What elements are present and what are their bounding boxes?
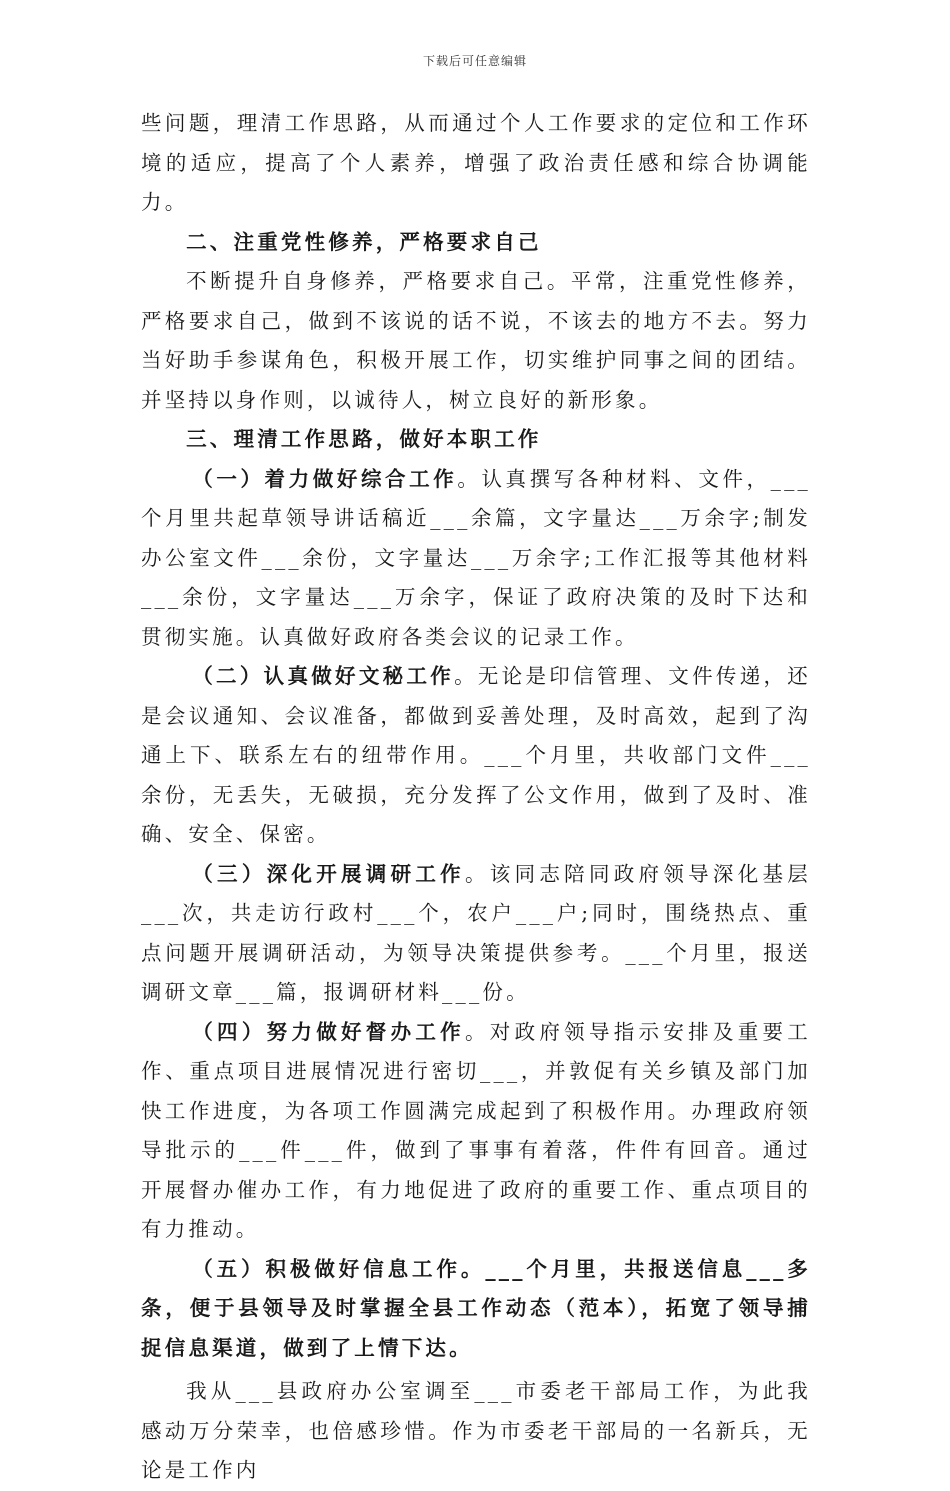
section-heading-3: 三、理清工作思路，做好本职工作 (186, 427, 542, 451)
subsection-body: 。对政府领导指示安排及重要工作、重点项目进展情况进行密切___，并敦促有关乡镇及部门加快工作进度，为各项工作圆满完成起到了积极作用。办理政府领导批示的___件___件，做到了事事有着落，件件有回音。通过开展督办催办工作，有力地促进了政府的重要工作、重点项目的有力推动。 (141, 1019, 811, 1241)
subsection-body: 。无论是印信管理、文件传递，还是会议通知、会议准备，都做到妥善处理，及时高效，起到了沟通上下、联系左右的纽带作用。___个月里，共收部门文件___余份，无丢失，无破损，充分发挥了公文作用，做到了及时、准确、安全、保密。 (141, 664, 812, 846)
subsection-secretarial-work (141, 657, 811, 855)
subsection-body: 。该同志陪同政府领导深化基层___次，共走访行政村___个，农户___户;同时，围绕热点、重点问题开展调研活动，为领导决策提供参考。___个月里，报送调研文章___篇，报调研材料___份。 (141, 861, 811, 1004)
subsection-research-work (141, 855, 811, 1013)
subsection-body: 。认真撰写各种材料、文件，___个月里共起草领导讲话稿近___余篇，文字量达___万余字;制发办公室文件___余份，文字量达___万余字;工作汇报等其他材料___余份，文字量达___万余字，保证了政府决策的及时下达和贯彻实施。认真做好政府各类会议的记录工作。 (141, 466, 812, 649)
paragraph-self-cultivation: 不断提升自身修养，严格要求自己。平常，注重党性修养，严格要求自己，做到不该说的话不说，不该去的地方不去。努力当好助手参谋角色，积极开展工作，切实维护同事之间的团结。并坚持以身作则，以诚待人，树立良好的新形象。 (141, 269, 811, 412)
paragraph-transfer: 我从___县政府办公室调至___市委老干部局工作，为此我感动万分荣幸，也倍感珍惜。作为市委老干部局的一名新兵，无论是工作内 (141, 1379, 811, 1482)
paragraph-continuation: 些问题，理清工作思路，从而通过个人工作要求的定位和工作环境的适应，提高了个人素养，增强了政治责任感和综合协调能力。 (141, 111, 811, 214)
document-body (141, 104, 811, 1491)
subsection-title: （一）着力做好综合工作 (192, 466, 458, 491)
section-heading-2: 二、注重党性修养，严格要求自己 (186, 229, 542, 254)
subsection-supervision-work (141, 1013, 811, 1250)
subsection-title: （三）深化开展调研工作 (192, 861, 465, 886)
subsection-information-work: （五）积极做好信息工作。___个月里，共报送信息___多条，便于县领导及时掌握全县工作动态（范本），拓宽了领导捕捉信息渠道，做到了上情下达。 (141, 1256, 811, 1360)
subsection-title: （四）努力做好督办工作 (192, 1019, 465, 1044)
page-header-watermark: 下载后可任意编辑 (422, 54, 527, 68)
subsection-title: （二）认真做好文秘工作 (192, 664, 455, 688)
subsection-comprehensive-work (141, 460, 811, 658)
